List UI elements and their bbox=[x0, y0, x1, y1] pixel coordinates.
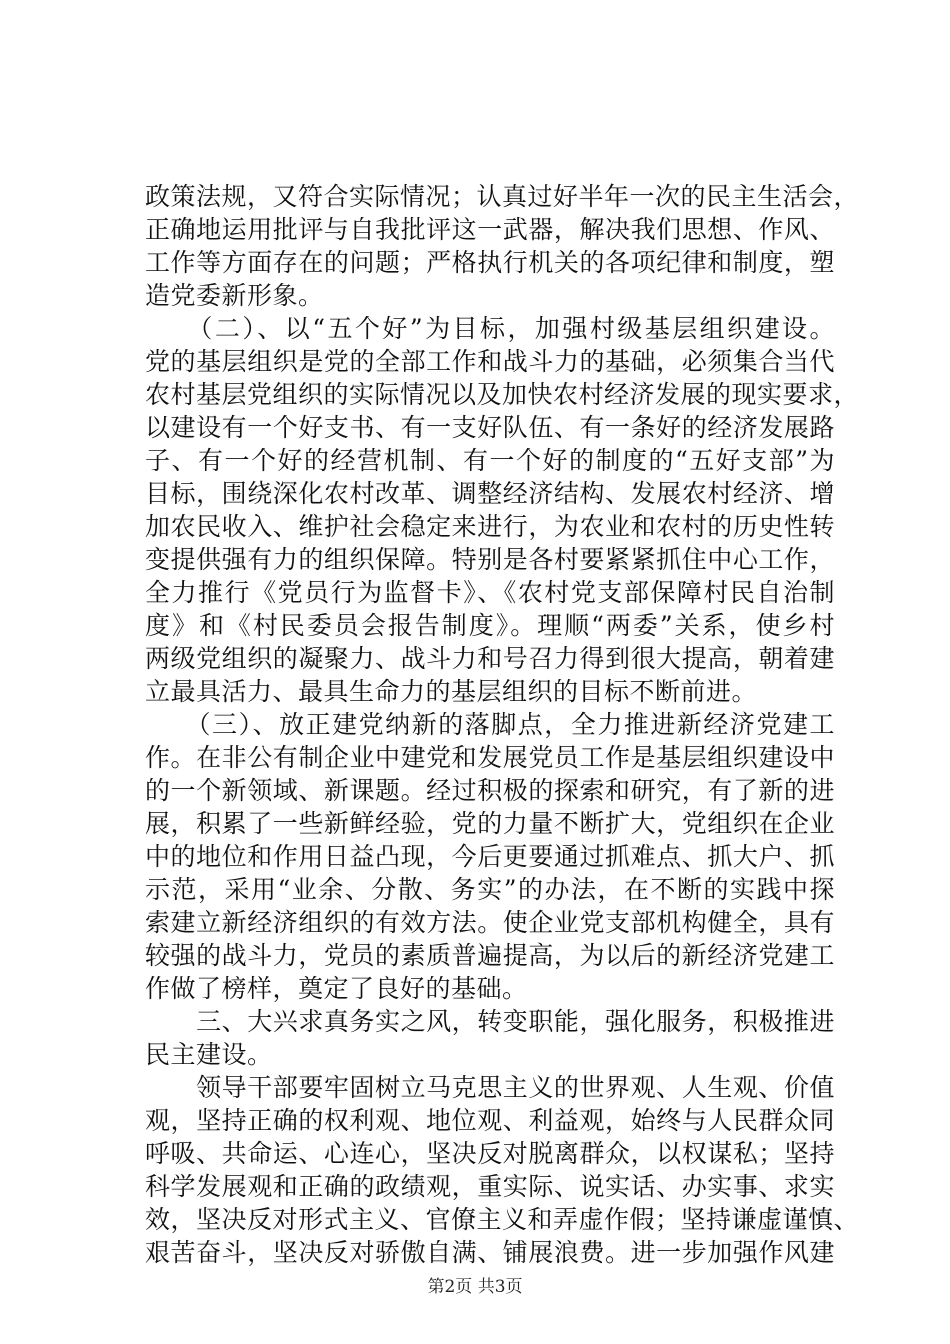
text-line: （二）、以“五个好”为目标，加强村级基层组织建设。 bbox=[145, 314, 835, 343]
text-line: 全力推行《党员行为监督卡》、《农村党支部保障村民自治制 bbox=[145, 578, 835, 607]
text-line: 领导干部要牢固树立马克思主义的世界观、人生观、价值 bbox=[145, 1073, 835, 1102]
text-line: 目标，围绕深化农村改革、调整经济结构、发展农村经济、增 bbox=[145, 479, 835, 508]
text-line: 农村基层党组织的实际情况以及加快农村经济发展的现实要求， bbox=[145, 380, 860, 409]
text-line: 立最具活力、最具生命力的基层组织的目标不断前进。 bbox=[145, 677, 758, 706]
text-line: 展，积累了一些新鲜经验，党的力量不断扩大，党组织在企业 bbox=[145, 809, 835, 838]
text-line: 党的基层组织是党的全部工作和战斗力的基础，必须集合当代 bbox=[145, 347, 835, 376]
text-line: 加农民收入、维护社会稳定来进行，为农业和农村的历史性转 bbox=[145, 512, 835, 541]
text-line: 效，坚决反对形式主义、官僚主义和弄虚作假；坚持谦虚谨慎、 bbox=[145, 1205, 860, 1234]
text-line: 民主建设。 bbox=[145, 1040, 273, 1069]
document-body bbox=[145, 180, 860, 1269]
text-line: 科学发展观和正确的政绩观，重实际、说实话、办实事、求实 bbox=[145, 1172, 835, 1201]
text-line: 呼吸、共命运、心连心，坚决反对脱离群众，以权谋私；坚持 bbox=[145, 1139, 835, 1168]
text-line: （三）、放正建党纳新的落脚点，全力推进新经济党建工 bbox=[145, 710, 835, 739]
text-line: 艰苦奋斗，坚决反对骄傲自满、铺展浪费。进一步加强作风建 bbox=[145, 1238, 835, 1267]
text-line: 变提供强有力的组织保障。特别是各村要紧紧抓住中心工作， bbox=[145, 545, 835, 574]
text-line: 两级党组织的凝聚力、战斗力和号召力得到很大提高，朝着建 bbox=[145, 644, 835, 673]
text-line: 造党委新形象。 bbox=[145, 281, 324, 310]
text-line: 以建设有一个好支书、有一支好队伍、有一条好的经济发展路 bbox=[145, 413, 835, 442]
text-line: 政策法规，又符合实际情况；认真过好半年一次的民主生活会， bbox=[145, 182, 860, 211]
text-line: 作做了榜样，奠定了良好的基础。 bbox=[145, 974, 528, 1003]
text-line: 较强的战斗力，党员的素质普遍提高，为以后的新经济党建工 bbox=[145, 941, 835, 970]
text-line: 示范，采用“业余、分散、务实”的办法，在不断的实践中探 bbox=[145, 875, 835, 904]
text-line: 工作等方面存在的问题；严格执行机关的各项纪律和制度，塑 bbox=[145, 248, 835, 277]
page-number-footer: 第2页 共3页 bbox=[427, 1277, 523, 1297]
text-line: 正确地运用批评与自我批评这一武器，解决我们思想、作风、 bbox=[145, 215, 835, 244]
text-line: 观，坚持正确的权利观、地位观、利益观，始终与人民群众同 bbox=[145, 1106, 835, 1135]
text-line: 作。在非公有制企业中建党和发展党员工作是基层组织建设中 bbox=[145, 743, 835, 772]
text-line: 子、有一个好的经营机制、有一个好的制度的“五好支部”为 bbox=[145, 446, 835, 475]
text-line: 度》和《村民委员会报告制度》。理顺“两委”关系，使乡村 bbox=[145, 611, 835, 640]
text-line: 的一个新领域、新课题。经过积极的探索和研究，有了新的进 bbox=[145, 776, 835, 805]
text-line: 三、大兴求真务实之风，转变职能，强化服务，积极推进 bbox=[145, 1007, 835, 1036]
text-line: 索建立新经济组织的有效方法。使企业党支部机构健全，具有 bbox=[145, 908, 835, 937]
text-line: 中的地位和作用日益凸现，今后更要通过抓难点、抓大户、抓 bbox=[145, 842, 835, 871]
